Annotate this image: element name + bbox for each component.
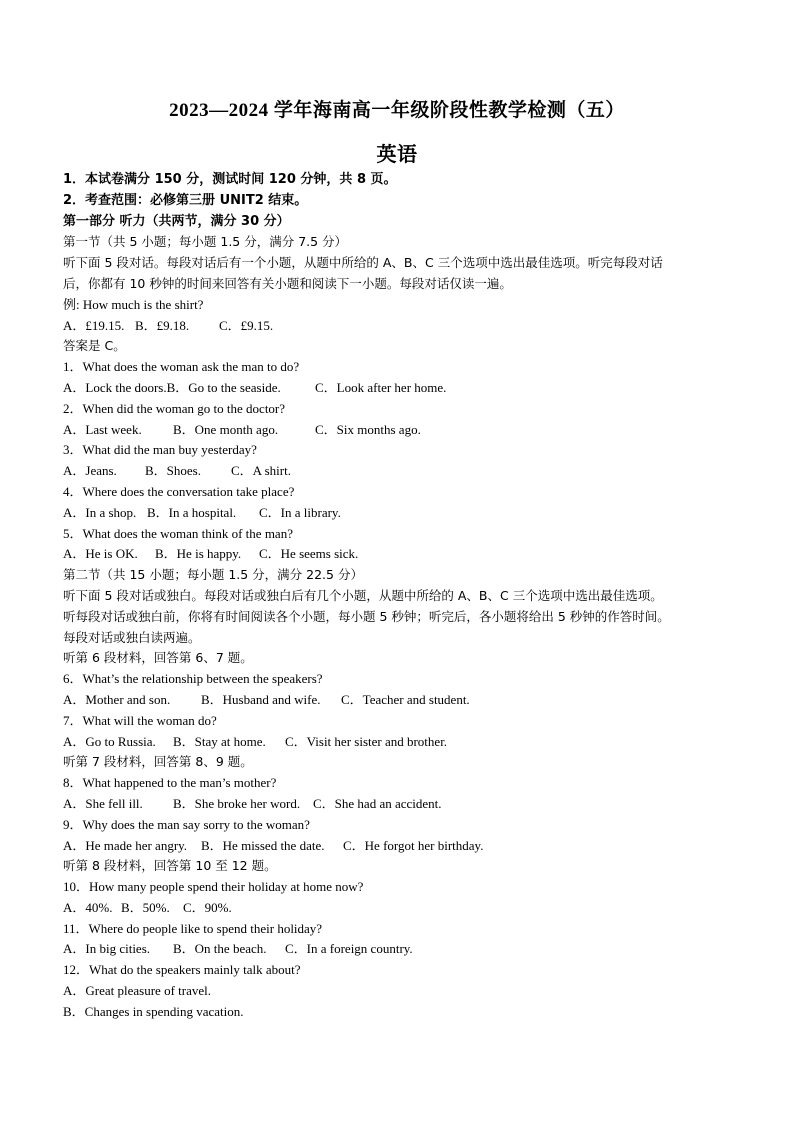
option: A．Go to Russia. — [63, 733, 156, 749]
question-3: 3．What did the man buy yesterday? — [63, 442, 257, 458]
subject-title: 英语 — [376, 144, 418, 166]
section1-instruction-1: 听下面 5 段对话。每段对话后有一个小题，从题中所给的 A、B、C 三个选项中选出最佳选项。听完每段对话 — [63, 255, 663, 271]
question-6-options — [63, 690, 743, 711]
question-8-options — [63, 794, 743, 815]
question-2: 2．When did the woman go to the doctor? — [63, 400, 286, 416]
option: C．Visit her sister and brother. — [285, 733, 448, 749]
option: C．In a foreign country. — [285, 941, 413, 957]
question-2-options — [63, 420, 743, 441]
question-1-options — [63, 378, 743, 399]
option: C．He seems sick. — [259, 546, 359, 562]
question-12-option-b: B．Changes in spending vacation. — [63, 1003, 244, 1019]
question-1: 1．What does the woman ask the man to do? — [63, 359, 300, 375]
example-question: 例: How much is the shirt? — [63, 296, 204, 312]
option: A．Last week. — [63, 421, 142, 437]
option: A．In big cities. — [63, 941, 151, 957]
option: B．One month ago. — [173, 421, 279, 437]
question-11: 11．Where do people like to spend their holiday? — [63, 920, 323, 936]
option: B．He is happy. — [155, 546, 242, 562]
section2-heading: 第二节（共 15 小题；每小题 1.5 分，满分 22.5 分） — [63, 567, 363, 583]
option: C．In a library. — [259, 504, 341, 520]
option: C．A shirt. — [231, 463, 291, 479]
option: A．He made her angry. — [63, 837, 188, 853]
example-options — [63, 316, 743, 337]
question-5-options — [63, 544, 743, 565]
question-12-option-a: A．Great pleasure of travel. — [63, 983, 211, 999]
question-10-options — [63, 898, 743, 919]
section2-instruction-2: 听每段对话或独白前，你将有时间阅读各个小题，每小题 5 秒钟；听完后，各小题将给出 5 秒钟的作答时间。 — [63, 608, 670, 624]
option: A．She fell ill. — [63, 795, 143, 811]
note-1: 1．本试卷满分 150 分，测试时间 120 分钟，共 8 页。 — [63, 172, 397, 187]
question-7: 7．What will the woman do? — [63, 712, 217, 728]
option: B．Stay at home. — [173, 733, 266, 749]
option: A．40%. — [63, 899, 113, 915]
example-option-b: B．£9.18. — [135, 317, 190, 333]
material-6-heading: 听第 6 段材料，回答第 6、7 题。 — [63, 650, 253, 666]
question-9: 9．Why does the man say sorry to the woman? — [63, 816, 310, 832]
question-3-options — [63, 461, 743, 482]
option: B．50%. — [121, 899, 170, 915]
question-9-options — [63, 836, 743, 857]
question-11-options — [63, 939, 743, 960]
question-8: 8．What happened to the man’s mother? — [63, 775, 277, 791]
question-10: 10．How many people spend their holiday at home now? — [63, 879, 364, 895]
option: A．Jeans. — [63, 463, 117, 479]
option: C．He forgot her birthday. — [343, 837, 484, 853]
option: B．On the beach. — [173, 941, 267, 957]
option: C．Look after her home. — [315, 379, 447, 395]
exam-title: 2023—2024 学年海南高一年级阶段性教学检测（五） — [169, 100, 625, 121]
part1-heading: 第一部分 听力（共两节，满分 30 分） — [63, 213, 290, 229]
option: B．Shoes. — [145, 463, 201, 479]
question-5: 5．What does the woman think of the man? — [63, 525, 293, 541]
option: C．Six months ago. — [315, 421, 421, 437]
option: B．Husband and wife. — [201, 691, 321, 707]
question-6: 6．What’s the relationship between the speakers? — [63, 671, 323, 687]
example-option-a: A．£19.15. — [63, 317, 125, 333]
option: C．Teacher and student. — [341, 691, 470, 707]
question-12: 12．What do the speakers mainly talk about? — [63, 962, 301, 978]
section1-instruction-2: 后，你都有 10 秒钟的时间来回答有关小题和阅读下一小题。每段对话仅读一遍。 — [63, 275, 512, 291]
option: C．90%. — [183, 899, 232, 915]
option: A．Mother and son. — [63, 691, 171, 707]
option: B．In a hospital. — [147, 504, 237, 520]
option: A．He is OK. — [63, 546, 138, 562]
question-4-options — [63, 503, 743, 524]
question-7-options — [63, 732, 743, 753]
example-option-c: C．£9.15. — [219, 317, 274, 333]
section1-heading: 第一节（共 5 小题；每小题 1.5 分，满分 7.5 分） — [63, 234, 348, 250]
material-8-heading: 听第 8 段材料，回答第 10 至 12 题。 — [63, 858, 277, 874]
section2-instruction-3: 每段对话或独白读两遍。 — [63, 629, 201, 645]
exam-body — [63, 170, 743, 1023]
option: A．Lock the doors.B．Go to the seaside. — [63, 379, 281, 395]
note-2: 2．考查范围：必修第三册 UNIT2 结束。 — [63, 192, 308, 208]
question-4: 4．Where does the conversation take place? — [63, 483, 295, 499]
section2-instruction-1: 听下面 5 段对话或独白。每段对话或独白后有几个小题，从题中所给的 A、B、C 三个选项中选出最佳选项。 — [63, 587, 663, 603]
option: A．In a shop. — [63, 504, 137, 520]
option: B．He missed the date. — [201, 837, 325, 853]
material-7-heading: 听第 7 段材料，回答第 8、9 题。 — [63, 754, 253, 770]
example-answer: 答案是 C。 — [63, 338, 126, 354]
option: C．She had an accident. — [313, 795, 442, 811]
option: B．She broke her word. — [173, 795, 301, 811]
